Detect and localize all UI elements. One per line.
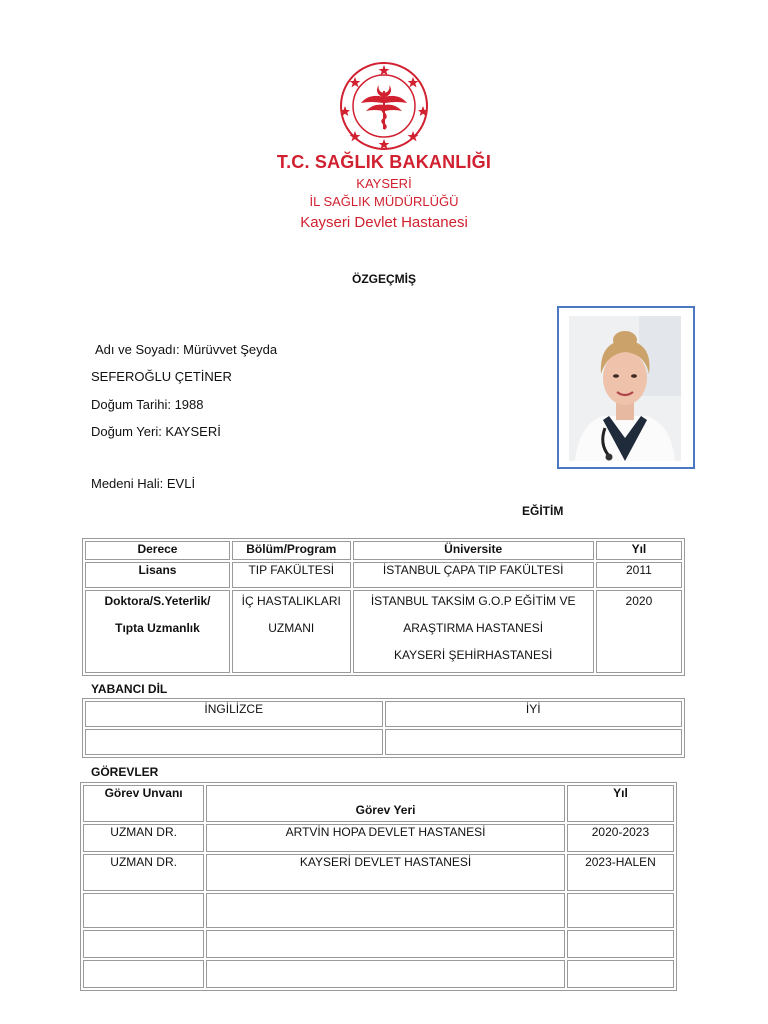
education-program-line: İÇ HASTALIKLARI [241,594,341,608]
education-heading: EĞİTİM [522,504,564,518]
language-level [385,729,683,755]
duties-heading: GÖREVLER [91,765,159,779]
duties-header-year: Yıl [567,785,674,822]
duty-year [567,893,674,928]
duty-title [83,960,204,988]
education-program: TIP FAKÜLTESİ [232,562,351,588]
table-row [85,729,682,755]
table-row [83,824,674,852]
language-level: İYİ [385,701,683,727]
duty-title: UZMAN DR. [83,824,204,852]
education-header-year: Yıl [596,541,682,560]
education-year: 2011 [596,562,682,588]
duty-place [206,930,565,958]
table-row [83,960,674,988]
profile-photo [569,316,681,461]
languages-table [82,698,685,758]
duties-header-title: Görev Unvanı [83,785,204,822]
name-line2: SEFEROĞLU ÇETİNER [91,369,232,384]
education-university-line: İSTANBUL TAKSİM G.O.P EĞİTİM VE [370,594,576,608]
table-row [85,701,682,727]
education-header-degree: Derece [85,541,230,560]
duty-year: 2023-HALEN [567,854,674,891]
document-title: ÖZGEÇMİŞ [351,272,416,286]
language-name [85,729,383,755]
table-row [85,562,682,588]
duty-year [567,930,674,958]
language-name: İNGİLİZCE [85,701,383,727]
table-row [83,893,674,928]
duty-year [567,960,674,988]
education-program-line: UZMANI [268,621,315,635]
duty-title [83,930,204,958]
duties-table [80,782,677,991]
duties-header-place: Görev Yeri [206,785,565,822]
profile-photo-frame [557,306,695,469]
marital-status: Medeni Hali: EVLİ [91,476,196,491]
education-degree-line: Doktora/S.Yeterlik/ [104,594,211,608]
name-line1: Adı ve Soyadı: Mürüvvet Şeyda [95,342,278,357]
education-university-line: KAYSERİ ŞEHİRHASTANESİ [394,648,553,662]
table-row [85,590,682,673]
org-hospital: Kayseri Devlet Hastanesi [300,214,468,231]
education-year [596,590,682,673]
languages-heading: YABANCI DİL [91,682,168,696]
duty-year: 2020-2023 [567,824,674,852]
education-header-program: Bölüm/Program [232,541,351,560]
duty-place: KAYSERİ DEVLET HASTANESİ [206,854,565,891]
education-university-line: ARAŞTIRMA HASTANESİ [403,621,544,635]
org-city: KAYSERİ [356,176,412,191]
org-directorate: İL SAĞLIK MÜDÜRLÜĞÜ [309,194,459,209]
education-university: İSTANBUL ÇAPA TIP FAKÜLTESİ [353,562,594,588]
education-year-line: 2020 [625,594,653,608]
org-title: T.C. SAĞLIK BAKANLIĞI [276,152,492,172]
education-degree-line: Tıpta Uzmanlık [115,621,200,635]
duty-place [206,893,565,928]
table-row [83,854,674,891]
duty-place [206,960,565,988]
education-university [353,590,594,673]
duty-place: ARTVİN HOPA DEVLET HASTANESİ [206,824,565,852]
duty-title [83,893,204,928]
birth-date: Doğum Tarihi: 1988 [91,397,204,412]
birth-place: Doğum Yeri: KAYSERİ [91,424,221,439]
table-row [83,930,674,958]
education-degree [85,590,230,673]
ministry-of-health-emblem-icon [339,61,429,151]
education-table [82,538,685,676]
education-header-university: Üniversite [353,541,594,560]
duty-title: UZMAN DR. [83,854,204,891]
education-program [232,590,351,673]
education-degree: Lisans [85,562,230,588]
